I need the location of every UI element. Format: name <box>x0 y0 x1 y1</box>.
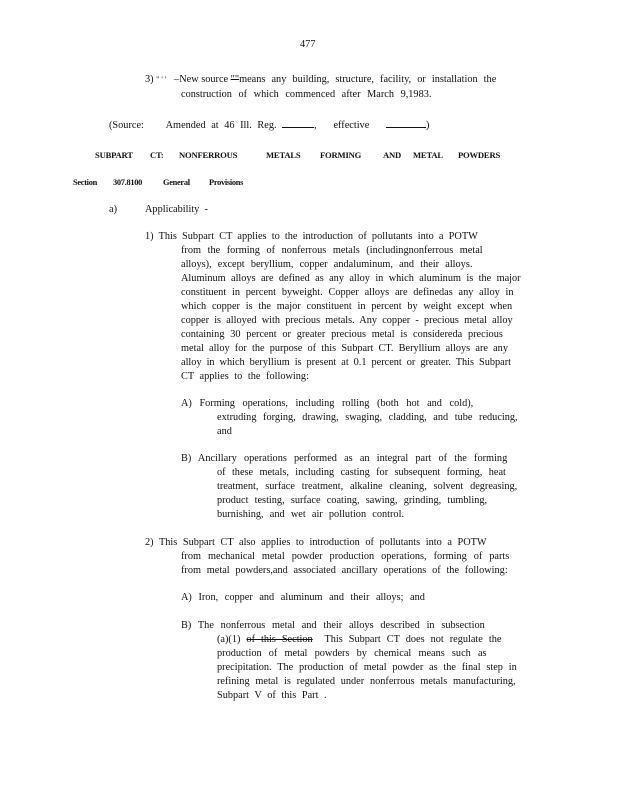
subpart-word: SUBPART <box>95 150 133 160</box>
item-a-title <box>145 203 208 217</box>
subitem-line: and <box>217 426 232 437</box>
paragraph-line: which copper is the major constituent in percent by weight except when <box>181 301 513 312</box>
paragraph-line: from mechanical metal powder production operations, forming of parts <box>181 551 510 562</box>
source-note: (Source: Amended at 46 Ill. Reg. , effective ) <box>109 117 429 133</box>
paragraph-line: Aluminum alloys are defined as any alloy in which aluminum is the major <box>181 273 521 284</box>
definition-quote-mark: "" <box>230 74 240 85</box>
subitem-line: B) Ancillary operations performed as an integral part of the forming <box>181 453 508 464</box>
subitem-line: burnishing, and wet air pollution control. <box>217 509 405 520</box>
paragraph-line: from metal powders,and associated ancillary operations of the following: <box>181 565 508 576</box>
subpart-word: POWDERS <box>458 150 501 160</box>
paragraph-line: alloys), except beryllium, copper andaluminum, and their alloys. <box>181 259 473 270</box>
subitem-line: B) The nonferrous metal and their alloys described in subsection <box>181 620 485 631</box>
subitem-line: A) Forming operations, including rolling (both hot and cold), <box>181 398 474 409</box>
subsection-ref: (a)(1) <box>217 634 241 645</box>
page-number: 477 <box>300 39 316 50</box>
paragraph-line: from the forming of nonferrous metals (includingnonferrous metal <box>181 245 483 256</box>
subitem-line: precipitation. The production of metal powder as the final step in <box>217 662 517 673</box>
paragraph-line: 1) This Subpart CT applies to the introduction of pollutants into a POTW <box>145 231 478 242</box>
subpart-id: CT: <box>150 150 164 160</box>
paragraph-line: containing 30 percent or greater precious metal is considereda precious <box>181 329 503 340</box>
source-amended: Amended at 46 Ill. Reg. <box>165 120 277 131</box>
definition-quote: " ' ' <box>156 75 167 84</box>
subpart-word: METALS <box>266 150 301 160</box>
paragraph-line: 2) This Subpart CT also applies to introduction of pollutants into a POTW <box>145 537 487 548</box>
subitem-2A: A) Iron, copper and aluminum and their alloys; and <box>181 592 425 603</box>
paragraph-line: CT applies to the following: <box>181 371 309 382</box>
source-blank-1 <box>282 117 314 128</box>
section-number: 307.8100 <box>113 178 143 187</box>
subitem-line: product testing, surface coating, sawing, grinding, tumbling, <box>217 495 488 506</box>
subitem-line: of these metals, including casting for subsequent forming, heat <box>217 467 506 478</box>
definition-term: –New source <box>174 74 229 85</box>
applicability-mark: - <box>204 204 208 215</box>
paragraph-line: alloy in which beryllium is present at 0.1 percent or greater. This Subpart <box>181 357 512 368</box>
section-title-word: General <box>163 178 190 187</box>
definition-number: 3) <box>145 74 154 85</box>
paragraph-line: metal alloy for the purpose of this Subpart CT. Beryllium alloys are any <box>181 343 508 354</box>
source-close: ) <box>426 120 430 131</box>
source-effective: effective <box>333 120 370 131</box>
source-label: (Source: <box>109 120 144 131</box>
subitem-line: production of metal powders by chemical means such as <box>217 648 487 659</box>
paragraph-line: constituent in percent byweight. Copper alloys are definedas any alloy in <box>181 287 514 298</box>
paragraph-line: copper is alloyed with precious metals. Any copper - precious metal alloy <box>181 315 513 326</box>
struck-text: of this Section <box>246 634 313 645</box>
source-blank-2 <box>386 117 426 128</box>
subpart-word: METAL <box>413 150 443 160</box>
subitem-line: refining metal is regulated under nonferrous metals manufacturing, <box>217 676 516 687</box>
subitem-line: extruding forging, drawing, swaging, cladding, and tube reducing, <box>217 412 518 423</box>
section-title-word: Provisions <box>209 178 244 187</box>
subitem-text: This Subpart CT does not regulate the <box>324 634 502 645</box>
subpart-word: FORMING <box>320 150 362 160</box>
section-label: Section <box>73 178 97 187</box>
definition-3-line-2: construction of which commenced after March 9,1983. <box>181 89 432 100</box>
definition-text: means any building, structure, facility, or installation the <box>239 74 497 85</box>
subpart-word: AND <box>383 150 402 160</box>
subitem-line: Subpart V of this Part . <box>217 690 327 701</box>
subpart-word: NONFERROUS <box>179 150 238 160</box>
subitem-line: treatment, surface treatment, alkaline cleaning, solvent degreasing, <box>217 481 518 492</box>
item-a-label: a) <box>109 204 117 215</box>
definition-3-line-1 <box>145 73 496 87</box>
applicability-heading: Applicability <box>145 204 200 215</box>
item-a <box>109 203 117 217</box>
subitem-line <box>217 633 501 647</box>
